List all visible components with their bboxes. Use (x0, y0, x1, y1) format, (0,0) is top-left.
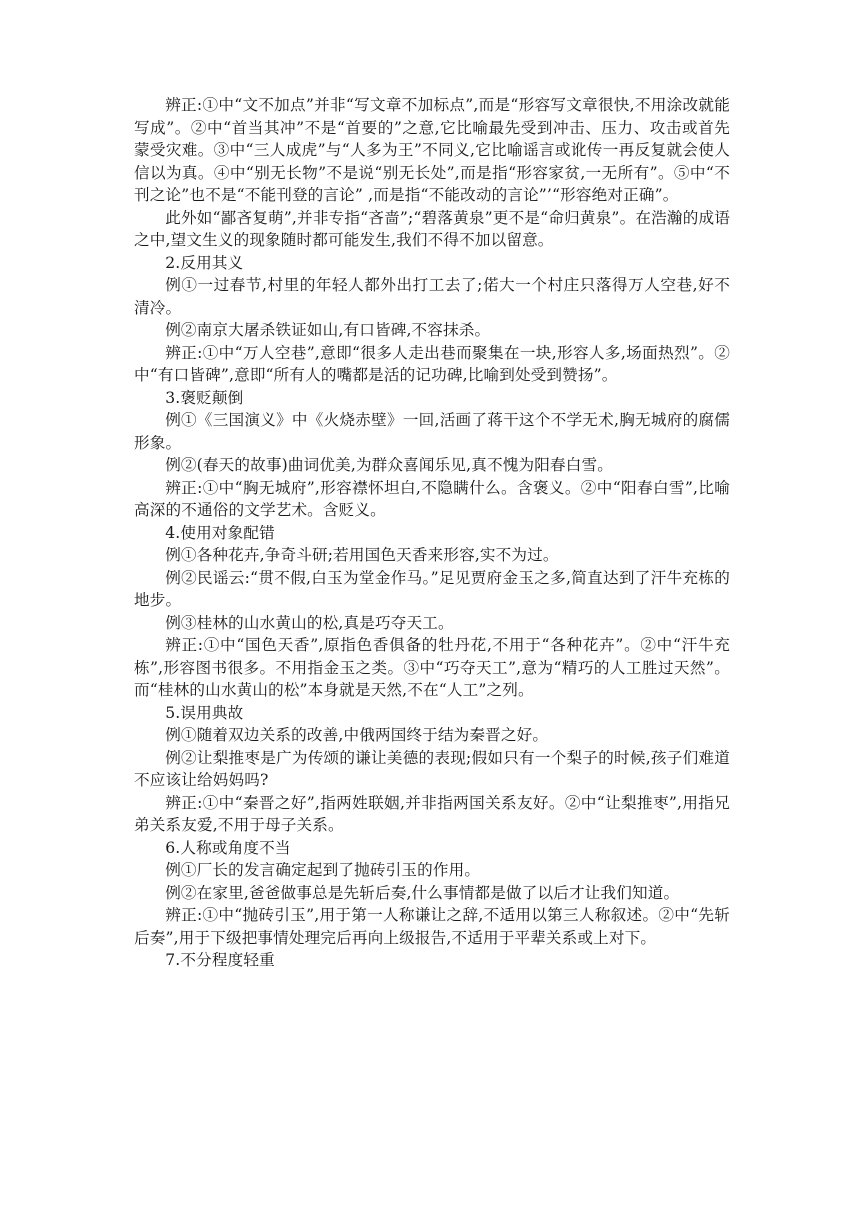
correction-paragraph: 辨正:①中“万人空巷”,意即“很多人走出巷而聚集在一块,形容人多,场面热烈”。②中“有口皆碑”,意即“所有人的嘴都是活的记功碑,比喻到处受到赞扬”。 (134, 343, 730, 384)
correction-paragraph: 辨正:①中“抛砖引玉”,用于第一人称谦让之辞,不适用以第三人称叙述。②中“先斩后奏”,用于下级把事情处理完后再向上级报告,不适用于平辈关系或上对下。 (134, 906, 730, 947)
paragraph-additional-note: 此外如“鄙吝复萌”,并非专指“吝啬”;“碧落黄泉”更不是“命归黄泉”。在浩瀚的成语之中,望文生义的现象随时都可能发生,我们不得不加以留意。 (134, 208, 730, 249)
correction-paragraph: 辨正:①中“胸无城府”,形容襟怀坦白,不隐瞒什么。含褒义。②中“阳春白雪”,比喻高深的不通俗的文学艺术。含贬义。 (134, 478, 730, 519)
section-heading-7: 7.不分程度轻重 (165, 951, 275, 969)
example-paragraph: 例①《三国演义》中《火烧赤壁》一回,活画了蒋干这个不学无术,胸无城府的腐儒形象。 (134, 411, 730, 452)
example-paragraph: 例②(春天的故事)曲词优美,为群众喜闻乐见,真不愧为阳春白雪。 (165, 456, 613, 474)
example-paragraph: 例①各种花卉,争奇斗研;若用国色天香来形容,实不为过。 (165, 546, 559, 564)
example-paragraph: 例②南京大屠杀铁证如山,有口皆碑,不容抹杀。 (165, 321, 491, 339)
paragraph-correction-1: 辨正:①中“文不加点”并非“写文章不加标点”,而是“形容写文章很快,不用涂改就能写成”。②中“首当其冲”不是“首要的”之意,它比喻最先受到冲击、压力、攻击或首先蒙受灾难。③中“三人成虎”与“人多为王”不同义,它比喻谣言或讹传一再反复就会使人信以为真。④中“别无长物”不是说“别无长处”,而是指“形容家贫,一无所有”。⑤中“不刊之论”也不是“不能刊登的言论” ,而是指“不能改动的言论”’“形容绝对正确”。 (134, 96, 730, 204)
example-paragraph: 例①一过春节,村里的年轻人都外出打工去了;偌大一个村庄只落得万人空巷,好不清冷。 (134, 276, 730, 317)
section-heading-5: 5.误用典故 (165, 703, 244, 722)
section-heading-3: 3.褒贬颠倒 (165, 388, 244, 407)
example-paragraph: 例①厂长的发言确定起到了抛砖引玉的作用。 (165, 861, 481, 879)
example-paragraph: 例②在家里,爸爸做事总是先斩后奏,什么事情都是做了以后才让我们知道。 (165, 883, 680, 902)
example-paragraph: 例②民谣云:“贯不假,白玉为堂金作马。”足见贾府金玉之多,简直达到了汗牛充栋的地步。 (134, 568, 730, 609)
correction-paragraph: 辨正:①中“国色天香”,原指色香俱备的牡丹花,不用于“各种花卉”。②中“汗牛充栋”,形容图书很多。不用指金玉之类。③中“巧夺天工”,意为“精巧的人工胜过天然”。而“桂林的山水黄山的松”本身就是天然,不在“人工”之列。 (134, 636, 730, 699)
example-paragraph: 例①随着双边关系的改善,中俄两国终于结为秦晋之好。 (165, 726, 549, 744)
section-heading-4: 4.使用对象配错 (165, 523, 275, 542)
correction-paragraph: 辨正:①中“秦晋之好”,指两姓联姻,并非指两国关系友好。②中“让梨推枣”,用指兄弟关系友爱,不用于母子关系。 (134, 793, 730, 834)
section-heading-2: 2.反用其义 (165, 253, 244, 272)
example-paragraph: 例②让梨推枣是广为传颂的谦让美德的表现;假如只有一个梨子的时候,孩子们难道不应该让给妈妈吗? (134, 748, 730, 789)
example-paragraph: 例③桂林的山水黄山的松,真是巧夺天工。 (165, 613, 454, 632)
section-heading-6: 6.人称或角度不当 (165, 838, 291, 857)
document-body (134, 94, 730, 972)
